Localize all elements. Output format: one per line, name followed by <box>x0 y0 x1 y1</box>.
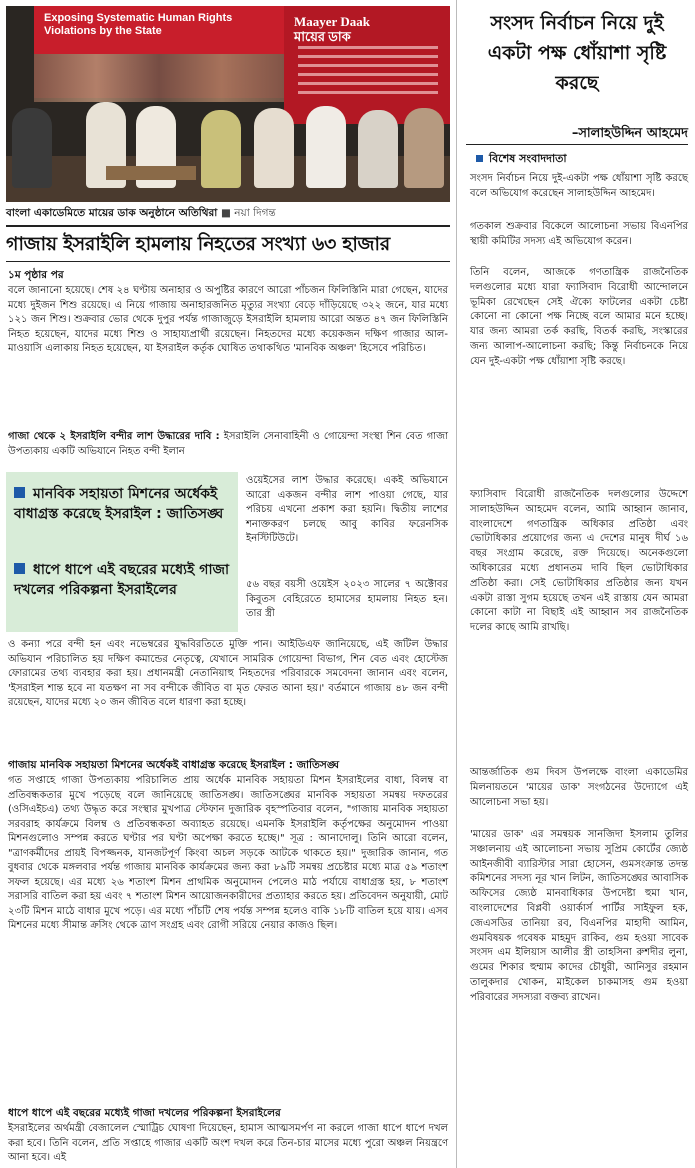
square-bullet-icon <box>476 155 483 162</box>
banner-text-lines <box>298 46 438 100</box>
guest-figure <box>201 110 241 188</box>
paragraph: ওয়েইসের লাশ উদ্ধার করেছে। একই অভিযানে আরো একজন বন্দীর লাশ পাওয়া গেছে, যার পরিচয় এখনো প্রকাশ করা হয়নি। দ্বিতীয় লাশের শনাক্তকরণ চলছে আবু কাবির ফরেনসিক ইনস্টিটিউটে। <box>246 475 448 544</box>
section-subhead: ধাপে ধাপে এই বছরের মধ্যেই গাজা দখলের পরিকল্পনা ইসরাইলের <box>8 1107 281 1119</box>
article-headline: গাজায় ইসরাইলি হামলায় নিহতের সংখ্যা ৬৩ হাজার <box>6 233 390 255</box>
event-photo <box>6 6 450 202</box>
paragraph: আন্তর্জাতিক গুম দিবস উপলক্ষে বাংলা একাডেমির মিলনায়তনে 'মায়ের ডাক' সংগঠনের উদ্যোগে এই আলোচনা সভা হয়। <box>470 767 688 808</box>
column-divider <box>456 0 457 1168</box>
paragraph: ও কন্যা পরে বন্দী হন এবং নভেম্বরের যুদ্ধবিরতিতে মুক্তি পান। আইডিএফ জানিয়েছে, এই জটিল উদ্ধার অভিযান পরিচালিত হয় দক্ষিণ কমান্ডের নেতৃত্বে, যেখানে সামরিক গোয়েন্দা বিভাগ, শিন বেত এবং হোস্টেজ ফোরামের তথ্য ব্যবহার করা হয়। প্রধানমন্ত্রী নেতানিয়াহু নিহতদের পরিবারকে সমবেদনা জানান এবং বলেন, 'ইসরাইল শান্ত হবে না যতক্ষণ না সব বন্দীকে জীবিত বা মৃত ফেরত আনা হয়।' বর্তমানে গাজায় ৪৮ জন বন্দী রয়েছেন, যাদের মধ্যে ২০ জন জীবিত বলে ধারণা করা হচ্ছে। <box>8 639 448 708</box>
paragraph: গতকাল শুক্রবার বিকেলে আলোচনা সভায় বিএনপির স্থায়ী কমিটির সদস্য এই অভিযোগ করেন। <box>470 221 688 247</box>
divider <box>6 225 450 227</box>
banner-crowd-image <box>34 54 284 102</box>
side-column <box>462 0 690 1168</box>
paragraph: সংসদ নির্বাচন নিয়ে দুই-একটা পক্ষ ধোঁয়াশা সৃষ্টি করছে বলে অভিযোগ করেছেন সালাহউদ্দিন আহমেদ। <box>470 173 688 199</box>
section-subhead: গাজায় মানবিক সহায়তা মিশনের অর্ধেকই বাধাগ্রস্ত করেছে ইসরাইল : জাতিসঙ্ঘ <box>8 759 340 771</box>
paragraph: তিনি বলেন, আজকে গণতান্ত্রিক রাজনৈতিক দলগুলোর মধ্যে যারা ফ্যাসিবাদ বিরোধী আন্দোলনে ভূমিকা রেখেছেন সেই ঐক্যে ফাটলের একটা চেষ্টা কোনো না কোনো পক্ষ নিচ্ছে বলে আমার মনে হচ্ছে। যার জন্য আমরা তর্ক করছি, বিতর্ক করছি, সংস্কারের জন্য আলাপ-আলোচনা করছি; কিন্তু নির্বাচনকে নিয়ে যেন দুই-একটা পক্ষ ধোঁয়াশা সৃষ্টি করছে। <box>470 267 688 367</box>
paragraph: 'মায়ের ডাক' এর সমন্বয়ক সানজিদা ইসলাম তুলির সঞ্চালনায় এই আলোচনা সভায় সুপ্রিম কোর্টের জ্যেষ্ঠ আইনজীবী ব্যারিস্টার সারা হোসেন, গুমসংক্রান্ত তদন্ত কমিশনের সদস্য নূর খান লিটন, জাতিসঙ্ঘের আবাসিক অফিসের জ্যেষ্ঠ মানবাধিকার উপদেষ্টা হুমা খান, বাংলাদেশের বিপ্লবী ওয়ার্কার্স পার্টির সাইফুল হক, জেএসডির তানিয়া রব, বিএনপির মাহাদী আমিন, গুমবিষয়ক গবেষক মাহমুদ রাকিব, গুম হওয়া সাবেক সংসদ এম ইলিয়াস আলীর স্ত্রী তাহসিনা রুশদীর লুনা, গুমের শিকার হুম্মাম কাদের চৌধুরী, আনিসুর রহমান তালুকদার খোকন, মাইকেল চাকমাসহ গুম হওয়া পরিবারের সদস্যরা বক্তব্য রাখেন। <box>470 829 688 1003</box>
reporter-credit: বিশেষ সংবাদদাতা <box>476 150 567 169</box>
quote-attribution: –সালাহউদ্দিন আহমেদ <box>571 126 688 141</box>
highlight-box <box>6 472 238 632</box>
paragraph: ৫৬ বছর বয়সী ওয়েইস ২০২৩ সালের ৭ অক্টোবর কিবুতস বেহিরেতে হামাসের হামলায় নিহত হন। তার স্ত্রী <box>246 579 448 619</box>
guest-figure <box>358 110 398 188</box>
paragraph: বলে জানানো হয়েছে। শেষ ২৪ ঘণ্টায় অনাহার ও অপুষ্টির কারণে আরো পাঁচজন ফিলিস্তিনি মারা গেছেন, যাদের মধ্যে দুইজন শিশু রয়েছে। এ নিয়ে গাজায় অনাহারজনিত মৃত্যুর সংখ্যা বেড়ে দাঁড়িয়েছে ৩২২ জনে, যার মধ্যে ১২১ জন শিশু। শুক্রবার ভোর থেকে দুপুর পর্যন্ত গাজাজুড়ে ইসরাইলি হামলায় আরো অন্তত ৪৭ জন ফিলিস্তিনি নিহত হয়েছেন, যাদের মধ্যে শিশু ও সাহায্যপ্রার্থী রয়েছেন। নিহতদের মধ্যে কয়েকজন দক্ষিণ গাজার আল-মাওয়াসি এলাকায় নিহত হয়েছেন, যা ইসরাইল কর্তৃক ঘোষিত তথাকথিত 'মানবিক অঞ্চল' হিসেবে পরিচিত। <box>8 285 448 354</box>
maayer-daak-banner <box>284 6 450 124</box>
inline-subhead: গাজা থেকে ২ ইসরাইলি বন্দীর লাশ উদ্ধারের দাবি : <box>8 431 220 442</box>
paragraph: গত সপ্তাহে গাজা উপত্যকায় পরিচালিত প্রায় অর্ধেক মানবিক সহায়তা মিশন ইসরাইলের বাধা, বিলম্ব বা প্রতিবন্ধকতার মুখে পড়েছে বলে জানিয়েছে জাতিসঙ্ঘ। জাতিসঙ্ঘের মানবিক সহায়তা সমন্বয় দফতরের (ওসিএইচএ) তথ্য উদ্ধৃত করে সংস্থার মুখপাত্র স্টেফান দুজারিক বৃহস্পতিবার বলেন, "গাজায় মানবিক সহায়তা সরবরাহ কার্যক্রমে বিলম্ব ও প্রতিবন্ধকতা অব্যাহত রয়েছে। এমনকি ইসরাইলি কর্তৃপক্ষের অনুমোদন পাওয়া মিশনগুলোও সম্পন্ন করতে ঘণ্টার পর ঘণ্টা অপেক্ষা করতে হচ্ছে।" সূত্র : আনাদোলু। তিনি আরো বলেন, "ত্রাণকর্মীদের প্রায়ই বিপজ্জনক, যানজটপূর্ণ কিংবা অচল সড়কে আটকে থাকতে হয়।" দুজারিক জানান, গত বুধবার থেকে মঙ্গলবার পর্যন্ত গাজায় মানবিক কার্যক্রমের জন্য করা ৮৯টি সমন্বয় প্রচেষ্টার মধ্যে মাত্র ৫৯ শতাংশ সফল হয়েছে। এর মধ্যে ২৬ শতাংশ মিশন প্রাথমিক অনুমোদন পেলেও মাঠ পর্যায়ে বাধাগ্রস্ত হয়, ৮ শতাংশ সরাসরি বাতিল করা হয় এবং ৭ শতাংশ মিশন আয়োজনকারীদের প্রত্যাহার করতে হয়। প্রতিবেদন অনুযায়ী, মোট ২৩টি মিশন মাঠে বাধার মুখে পড়ে। এর মধ্যে পাঁচটি শেষ পর্যন্ত সম্পন্ন হলেও বাকি ১৮টি বাতিল হয়ে যায়। এসব মিশনের মধ্যে সীমান্ত ক্রসিং থেকে ত্রাণ সংগ্রহ এবং রোগী সরিয়ে নেয়ার কাজও ছিল। <box>8 775 448 931</box>
maayer-daak-logo: Maayer Daak মায়ের ডাক <box>294 14 370 44</box>
guest-figure <box>306 106 346 188</box>
divider <box>466 144 688 145</box>
highlight-item: মানবিক সহায়তা মিশনের অর্ধেকই বাধাগ্রস্ত করেছে ইসরাইল : জাতিসঙ্ঘ <box>14 486 224 522</box>
stage-table <box>106 166 196 180</box>
square-bullet-icon <box>14 487 25 498</box>
continued-from: ১ম পৃষ্ঠার পর <box>8 269 64 281</box>
divider <box>6 261 450 262</box>
paragraph: ফ্যাসিবাদ বিরোধী রাজনৈতিক দলগুলোর উদ্দেশে সালাহউদ্দিন আহমেদ বলেন, আমি আহ্বান জানাব, বাংলাদেশে গণতান্ত্রিক অধিকার প্রতিষ্ঠা এবং ভোটাধিকার প্রয়োগের জন্য এ দেশের মানুষ দীর্ঘ ১৬ বছর সংগ্রাম করেছে, রক্ত দিয়েছে। অনেকগুলো অধিকারের মধ্যে প্রধানতম দাবি ছিল ভোটাধিকার প্রতিষ্ঠা করা। সেই ভোটাধিকার প্রতিষ্ঠার জন্য যখন একটা রাস্তা সুগম হয়েছে তখন এই রাস্তায় যেন আমরা কোনো কাটা না বিছাই এই আহ্বান সব রাজনৈতিক দলের কাছে আমি রাখছি। <box>470 489 688 634</box>
paragraph: গাজা থেকে ২ ইসরাইলি বন্দীর লাশ উদ্ধারের দাবি : ইসরাইলি সেনাবাহিনী ও গোয়েন্দা সংস্থা শিন বেত গাজা উপত্যকায় একটি অভিযানে নিহত বন্দী ইলান <box>8 431 448 457</box>
square-bullet-icon <box>14 563 25 574</box>
photo-caption: বাংলা একাডেমিতে মায়ের ডাক অনুষ্ঠানে অতিথিরা ■ নয়া দিগন্ত <box>6 207 276 219</box>
paragraph: ইসরাইলের অর্থমন্ত্রী বেজালেল স্মোট্রিচ ঘোষণা দিয়েছেন, হামাস আত্মসমর্পণ না করলে গাজা ধাপে ধাপে দখল করা হবে। তিনি বলেন, প্রতি সপ্তাহে গাজার একটি অংশ দখল করে তিন-চার মাসের মধ্যে পুরো অঞ্চল নিয়ন্ত্রণে আনা হবে। এই <box>8 1123 448 1163</box>
banner-title: Exposing Systematic Human Rights Violations by the State <box>44 12 233 37</box>
side-headline: সংসদ নির্বাচন নিয়ে দুই একটা পক্ষ ধোঁয়াশা সৃষ্টি করছে <box>487 12 667 94</box>
guest-figure <box>12 108 52 188</box>
guest-figure <box>404 108 444 188</box>
highlight-item: ধাপে ধাপে এই বছরের মধ্যেই গাজা দখলের পরিকল্পনা ইসরাইলের <box>14 562 230 598</box>
guest-figure <box>254 108 294 188</box>
caption-source: ■ নয়া দিগন্ত <box>220 207 276 219</box>
